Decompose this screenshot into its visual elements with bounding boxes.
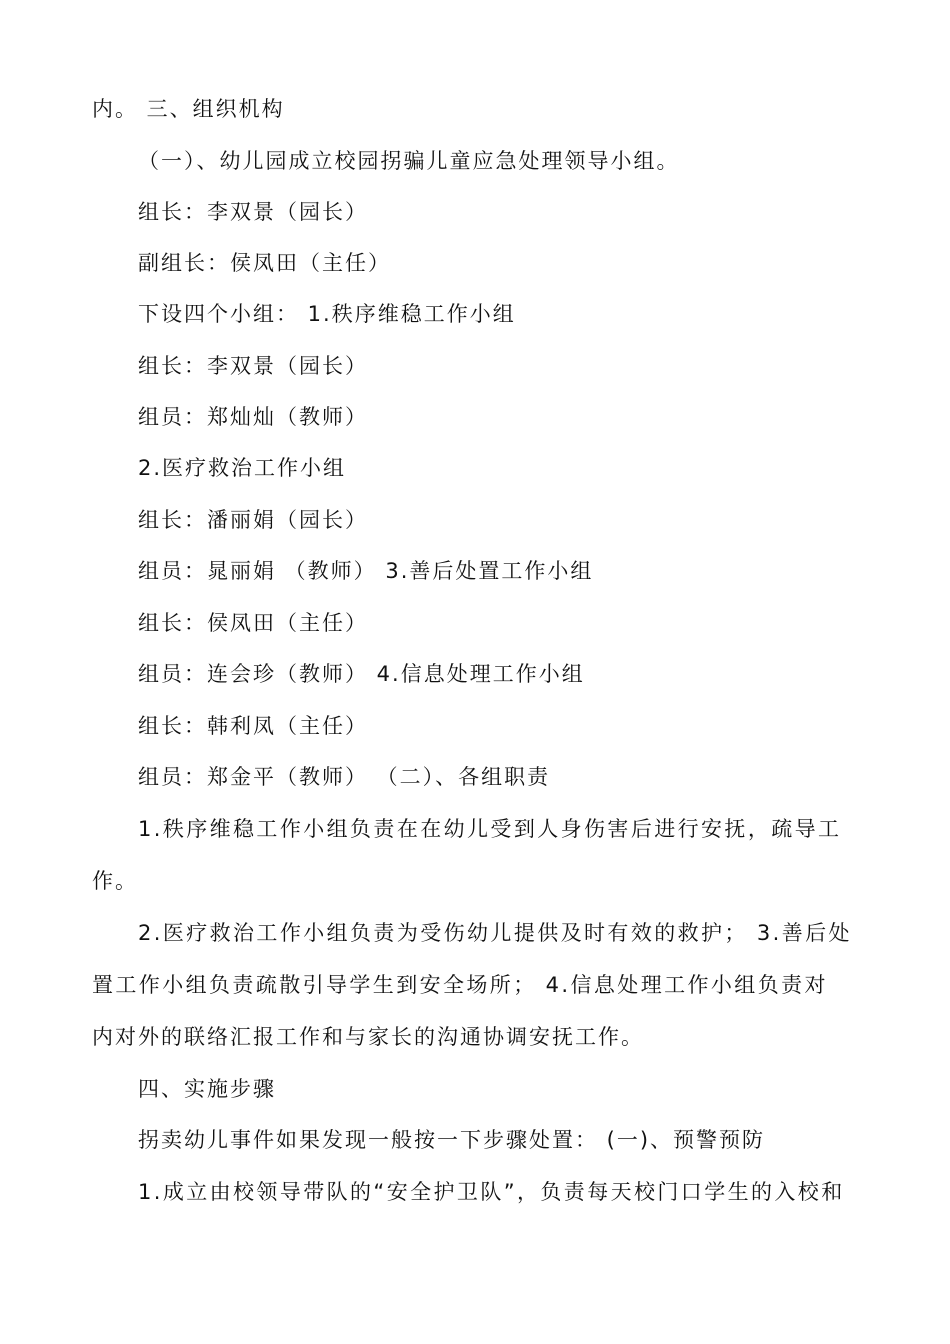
- text-line: 2.医疗救治工作小组: [138, 456, 347, 480]
- text-line: 作。: [92, 869, 138, 893]
- text-line: 组长：侯凤田（主任）: [138, 611, 368, 635]
- text-line: 组长：李双景（园长）: [138, 200, 368, 224]
- text-line: 四、实施步骤: [138, 1077, 276, 1101]
- text-line: 组员：晁丽娟 （教师） 3.善后处置工作小组: [138, 559, 594, 583]
- text-line: 组长：潘丽娟（园长）: [138, 508, 368, 532]
- text-line: 1.成立由校领导带队的“安全护卫队”，负责每天校门口学生的入校和: [138, 1180, 845, 1204]
- text-line: 组长：李双景（园长）: [138, 354, 368, 378]
- text-line: 2.医疗救治工作小组负责为受伤幼儿提供及时有效的救护； 3.善后处: [138, 921, 852, 945]
- text-line: 组员：郑金平（教师） （二）、各组职责: [138, 765, 551, 789]
- text-line: 下设四个小组： 1.秩序维稳工作小组: [138, 302, 516, 326]
- text-line: 内对外的联络汇报工作和与家长的沟通协调安抚工作。: [92, 1025, 644, 1049]
- text-line: 组长：韩利凤（主任）: [138, 714, 368, 738]
- text-line: 内。 三、组织机构: [92, 97, 285, 121]
- text-line: 组员：郑灿灿（教师）: [138, 405, 368, 429]
- text-line: （一）、幼儿园成立校园拐骗儿童应急处理领导小组。: [138, 149, 680, 173]
- text-line: 置工作小组负责疏散引导学生到安全场所； 4.信息处理工作小组负责对: [92, 973, 828, 997]
- text-line: 副组长：侯凤田（主任）: [138, 251, 391, 275]
- text-line: 组员：连会珍（教师） 4.信息处理工作小组: [138, 662, 585, 686]
- text-line: 1.秩序维稳工作小组负责在在幼儿受到人身伤害后进行安抚，疏导工: [138, 817, 842, 841]
- text-line: 拐卖幼儿事件如果发现一般按一下步骤处置： (一)、预警预防: [138, 1128, 766, 1152]
